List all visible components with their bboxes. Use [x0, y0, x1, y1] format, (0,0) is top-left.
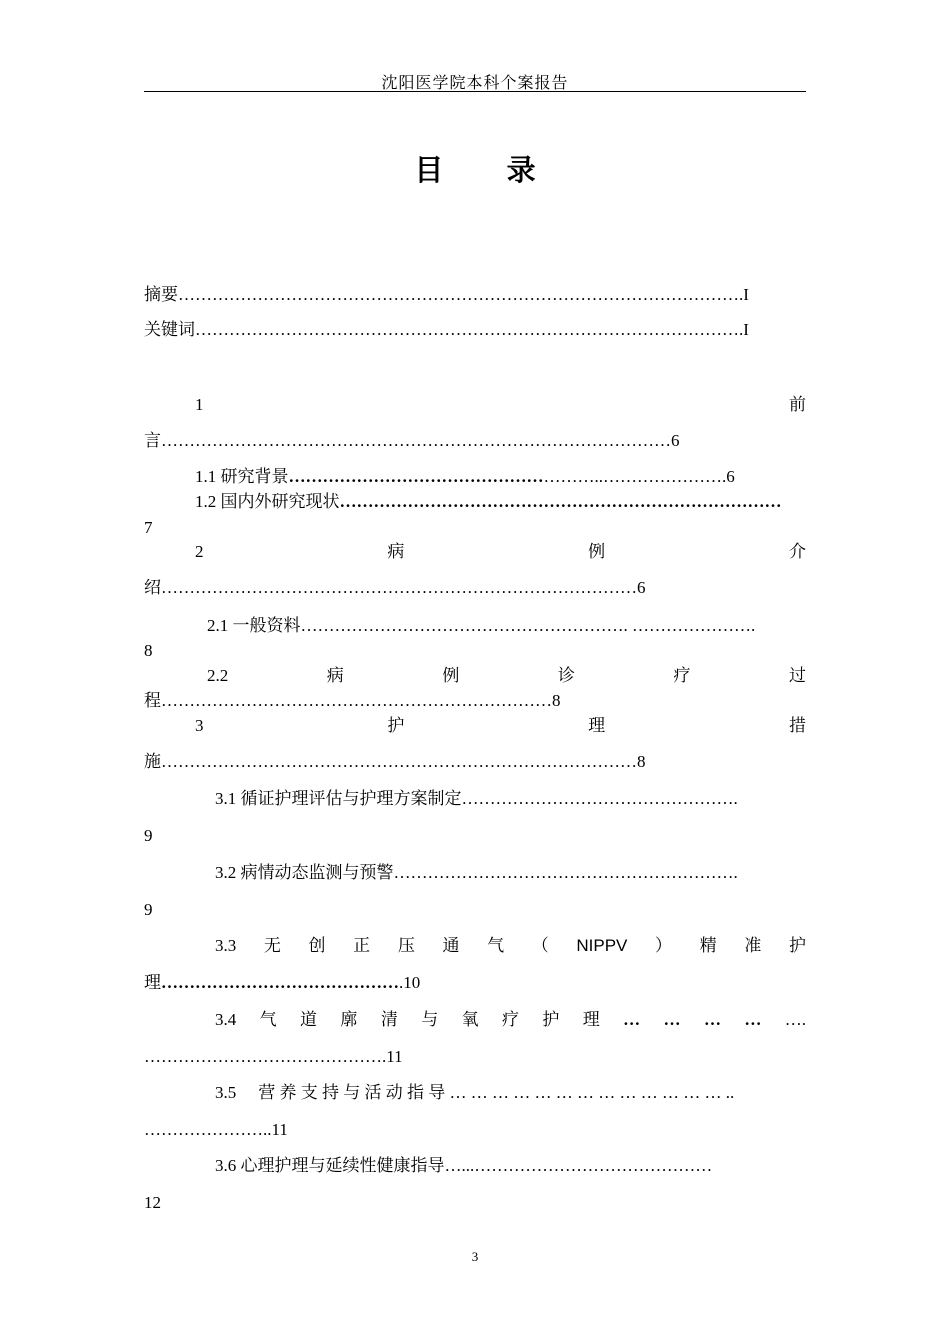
- toc-page: ….I: [722, 320, 749, 339]
- toc-entry-s1-line1[interactable]: [195, 394, 806, 416]
- toc-char: 病: [326, 666, 344, 685]
- toc-char: 护: [788, 936, 806, 955]
- toc-entry-s3-5-line1[interactable]: [215, 1082, 811, 1104]
- toc-char: 精: [699, 936, 717, 955]
- toc-label: 1.2 国内外研究现状: [195, 492, 340, 511]
- toc-page: 8: [144, 641, 153, 660]
- toc-char: 与: [421, 1010, 439, 1029]
- toc-char: 疗: [673, 666, 691, 685]
- toc-leader: ………………….: [144, 1120, 268, 1139]
- toc-char: 护: [542, 1010, 560, 1029]
- toc-char: 气: [259, 1010, 277, 1029]
- toc-char: 理: [582, 1010, 600, 1029]
- toc-title: 目 录: [414, 155, 564, 187]
- toc-entry-s3-6[interactable]: [215, 1155, 806, 1177]
- toc-leader: …: [744, 1010, 762, 1029]
- toc-char: 过: [788, 666, 806, 685]
- toc-entry-s3-line1[interactable]: [195, 715, 806, 737]
- toc-number: 2: [195, 542, 204, 561]
- toc-entry-s1-2[interactable]: [195, 491, 806, 513]
- toc-entry-keywords[interactable]: [144, 319, 806, 341]
- toc-label: 2.1 一般资料: [207, 616, 301, 635]
- toc-char: 绍: [144, 578, 161, 597]
- toc-entry-s3-4-line2[interactable]: [144, 1046, 403, 1068]
- toc-char: 施: [144, 752, 161, 771]
- toc-char: 例: [442, 666, 460, 685]
- toc-leader: ………………………………………: [288, 467, 544, 486]
- toc-entry-s3-4-line1[interactable]: [215, 1009, 806, 1031]
- toc-leader: …: [663, 1010, 681, 1029]
- toc-char: 氧: [461, 1010, 479, 1029]
- toc-char: 程: [144, 691, 161, 710]
- toc-leader: …………………………………………………………………………………: [195, 320, 722, 339]
- toc-entry-s1-line2[interactable]: [144, 430, 680, 452]
- toc-entry-s2-2-line1[interactable]: [207, 665, 806, 687]
- toc-char: 正: [353, 936, 371, 955]
- toc-char: 护: [387, 716, 405, 735]
- toc-page: .10: [399, 973, 421, 992]
- toc-entry-s3-5-line2[interactable]: [144, 1119, 288, 1141]
- toc-char: 理: [144, 973, 161, 992]
- toc-page: 12: [144, 1193, 161, 1212]
- toc-leader: ……………………………………: [144, 1047, 382, 1066]
- toc-page: 6: [671, 431, 680, 450]
- page-number: 3: [471, 1249, 479, 1264]
- toc-char: 通: [442, 936, 460, 955]
- toc-char: NIPPV: [576, 936, 628, 955]
- toc-char: ）: [655, 936, 673, 955]
- toc-page: 9: [144, 900, 153, 919]
- toc-leader: …: [703, 1010, 721, 1029]
- toc-char: 诊: [557, 666, 575, 685]
- toc-leader-tail: ………..………………….6: [543, 467, 735, 486]
- toc-page: 9: [144, 826, 153, 845]
- toc-label: 摘要: [144, 285, 178, 304]
- toc-leader: …: [623, 1010, 641, 1029]
- toc-char: 气: [487, 936, 505, 955]
- toc-leader: ……………………………………: [161, 973, 399, 992]
- header-rule: [144, 91, 806, 92]
- toc-char: 创: [308, 936, 326, 955]
- toc-leader: …………………………………………………. ………………….: [300, 616, 756, 635]
- toc-leader: ….: [784, 1010, 806, 1029]
- toc-entry-s2-line2[interactable]: [144, 577, 646, 599]
- toc-entry-s2-line1[interactable]: [195, 541, 806, 563]
- toc-number: 3.3: [215, 936, 237, 955]
- toc-leader: ……………………………………………………………………………………: [178, 285, 722, 304]
- toc-entry-s3-3-line1[interactable]: [215, 935, 806, 957]
- toc-char: 措: [788, 716, 806, 735]
- toc-char: 道: [300, 1010, 318, 1029]
- toc-label: 前: [789, 395, 806, 414]
- toc-char: 介: [788, 542, 806, 561]
- toc-leader: ………………………………………………………………………………: [161, 431, 671, 450]
- toc-char: 准: [744, 936, 762, 955]
- toc-entry-s1-1[interactable]: [195, 466, 735, 488]
- toc-entry-s2-2-line2[interactable]: [144, 690, 561, 712]
- toc-number: 3.4: [215, 1010, 237, 1029]
- toc-page: .11: [382, 1047, 403, 1066]
- toc-char: 廓: [340, 1010, 358, 1029]
- toc-char: 理: [588, 716, 606, 735]
- toc-char: 病: [387, 542, 405, 561]
- toc-entry-s3-1[interactable]: [215, 788, 811, 810]
- toc-number: 3.5: [215, 1083, 237, 1102]
- toc-leader: ……………………………………………………………: [161, 691, 552, 710]
- toc-label: 3.2 病情动态监测与预警: [215, 863, 394, 882]
- toc-page: ….I: [722, 285, 749, 304]
- toc-page: 6: [637, 578, 646, 597]
- toc-label: 3.6 心理护理与延续性健康指导: [215, 1156, 445, 1175]
- toc-leader: …...……………………………………: [444, 1156, 713, 1175]
- toc-entry-s2-1[interactable]: [207, 615, 811, 637]
- toc-label: 关键词: [144, 320, 195, 339]
- toc-leader: ……………………………………………………………………: [339, 492, 782, 511]
- toc-entry-s3-2[interactable]: [215, 862, 811, 884]
- toc-number: 2.2: [207, 666, 229, 685]
- toc-char: 例: [588, 542, 606, 561]
- toc-page: 8: [637, 752, 646, 771]
- toc-label: 营 养 支 持 与 活 动 指 导 … … … … … … … … … … … … … ..: [258, 1083, 735, 1102]
- toc-char: 压: [397, 936, 415, 955]
- toc-leader: ………………………………………….: [461, 789, 738, 808]
- toc-page: 8: [552, 691, 561, 710]
- toc-leader: …………………………………………………………………………: [161, 578, 637, 597]
- toc-char: 无: [263, 936, 281, 955]
- toc-leader: …………………………………………………….: [393, 863, 738, 882]
- toc-entry-abstract[interactable]: [144, 284, 806, 306]
- toc-char: 清: [380, 1010, 398, 1029]
- toc-page: .11: [267, 1120, 288, 1139]
- page-header-title: 沈阳医学院本科个案报告: [381, 75, 569, 92]
- toc-entry-s3-3-line2[interactable]: [144, 972, 420, 994]
- toc-page: 7: [144, 518, 153, 537]
- toc-entry-s3-line2[interactable]: [144, 751, 646, 773]
- toc-number: 3: [195, 716, 204, 735]
- toc-char: （: [531, 936, 549, 955]
- toc-char: 疗: [501, 1010, 519, 1029]
- toc-number: 1: [195, 395, 204, 414]
- toc-label: 1.1 研究背景: [195, 467, 289, 486]
- toc-label: 言: [144, 431, 161, 450]
- toc-label: 3.1 循证护理评估与护理方案制定: [215, 789, 462, 808]
- toc-leader: …………………………………………………………………………: [161, 752, 637, 771]
